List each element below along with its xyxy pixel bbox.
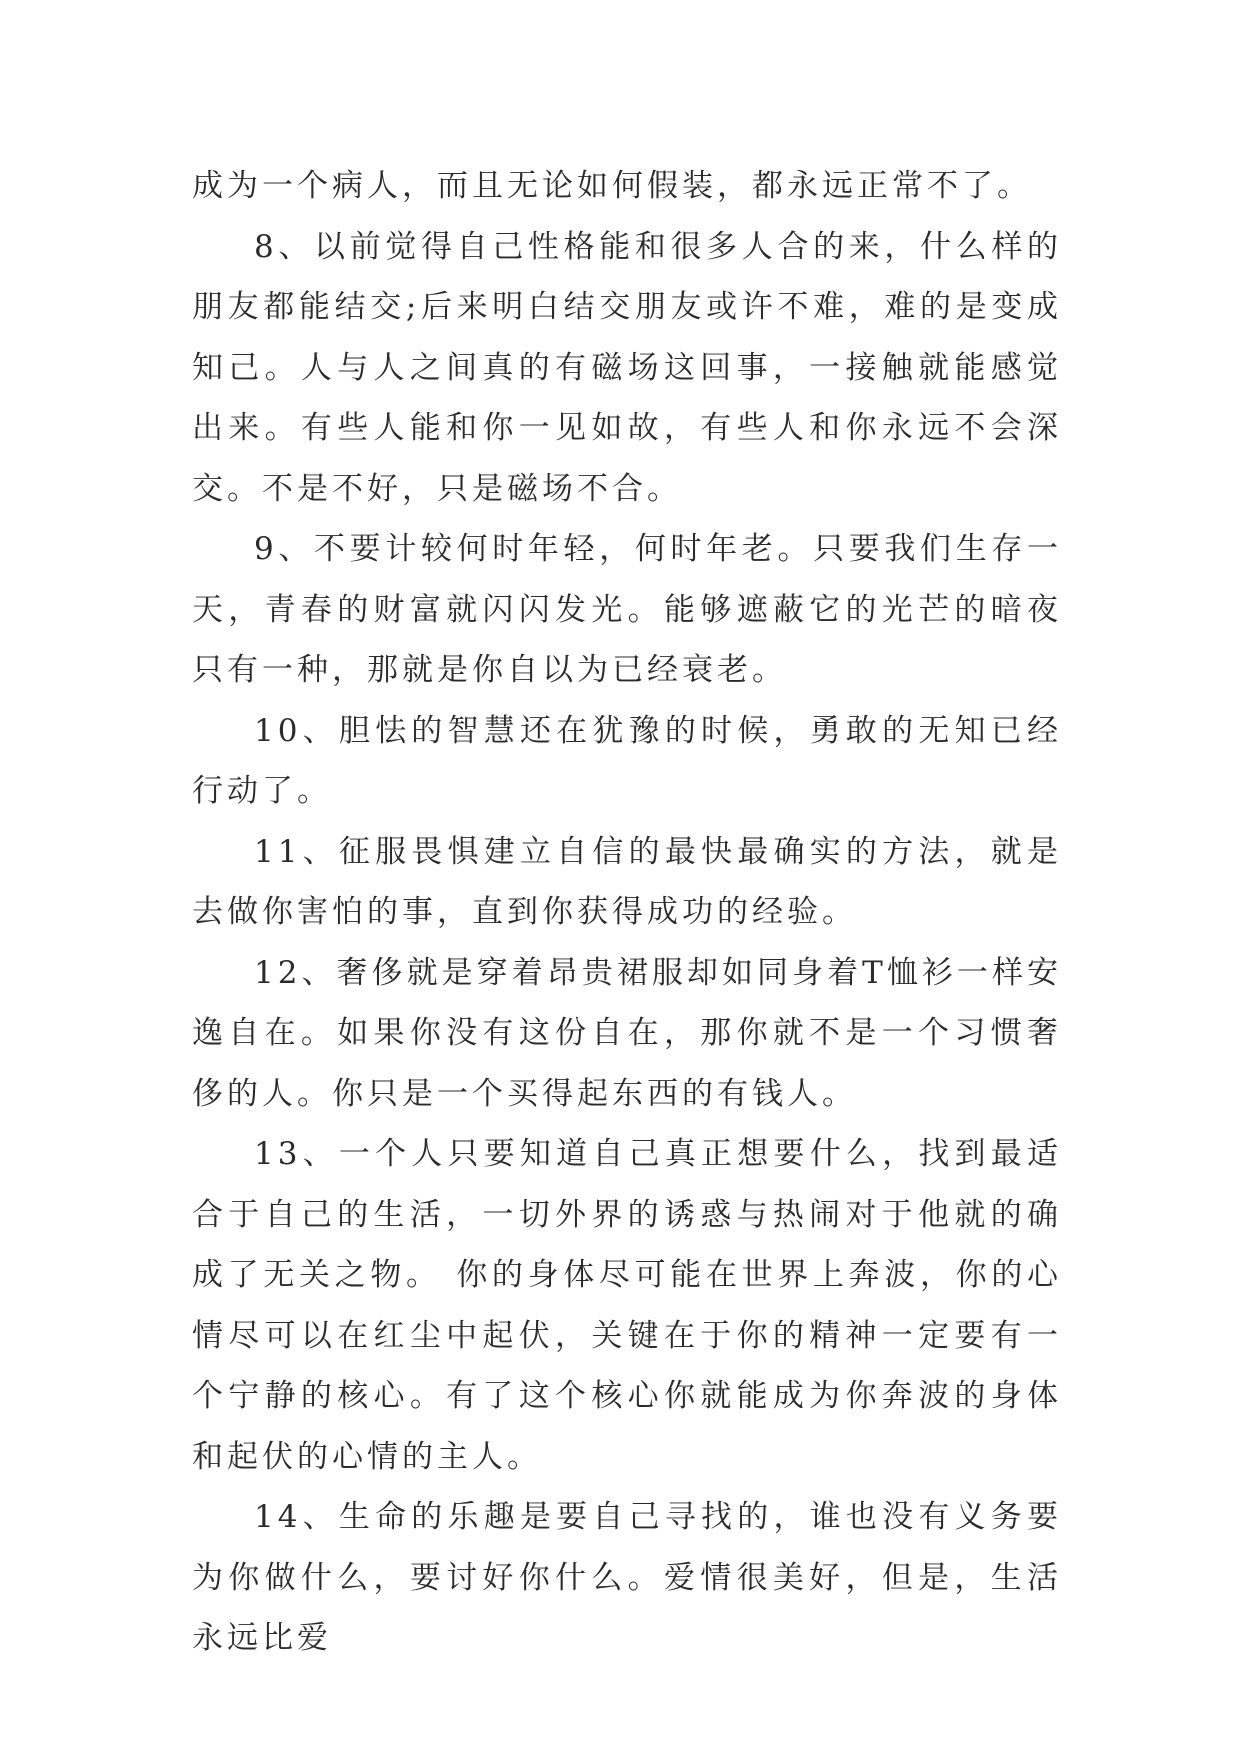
document-body bbox=[192, 156, 1062, 1669]
paragraph-continuation: 成为一个病人，而且无论如何假装，都永远正常不了。 bbox=[192, 168, 1032, 204]
paragraph-item-8: 8、以前觉得自己性格能和很多人合的来，什么样的朋友都能结交;后来明白结交朋友或许不难，难的是变成知己。人与人之间真的有磁场这回事，一接触就能感觉出来。有些人能和你一见如故，有些人和你永远不会深交。不是不好，只是磁场不合。 bbox=[192, 228, 1062, 507]
paragraph-item-11: 11、征服畏惧建立自信的最快最确实的方法，就是去做你害怕的事，直到你获得成功的经验。 bbox=[192, 833, 1062, 930]
paragraph-item-10: 10、胆怯的智慧还在犹豫的时候，勇敢的无知已经行动了。 bbox=[192, 712, 1062, 809]
paragraph-item-14: 14、生命的乐趣是要自己寻找的，谁也没有义务要为你做什么，要讨好你什么。爱情很美好，但是，生活永远比爱 bbox=[192, 1499, 1062, 1656]
paragraph-item-13: 13、一个人只要知道自己真正想要什么，找到最适合于自己的生活，一切外界的诱惑与热闹对于他就的确成了无关之物。 你的身体尽可能在世界上奔波，你的心情尽可以在红尘中起伏，关键在于你的精神一定要有一个宁静的核心。有了这个核心你就能成为你奔波的身体和起伏的心情的主人。 bbox=[192, 1136, 1062, 1475]
paragraph-item-12: 12、奢侈就是穿着昂贵裙服却如同身着T恤衫一样安逸自在。如果你没有这份自在，那你就不是一个习惯奢侈的人。你只是一个买得起东西的有钱人。 bbox=[192, 954, 1062, 1112]
paragraph-item-9: 9、不要计较何时年轻，何时年老。只要我们生存一天，青春的财富就闪闪发光。能够遮蔽它的光芒的暗夜只有一种，那就是你自以为已经衰老。 bbox=[192, 531, 1062, 688]
